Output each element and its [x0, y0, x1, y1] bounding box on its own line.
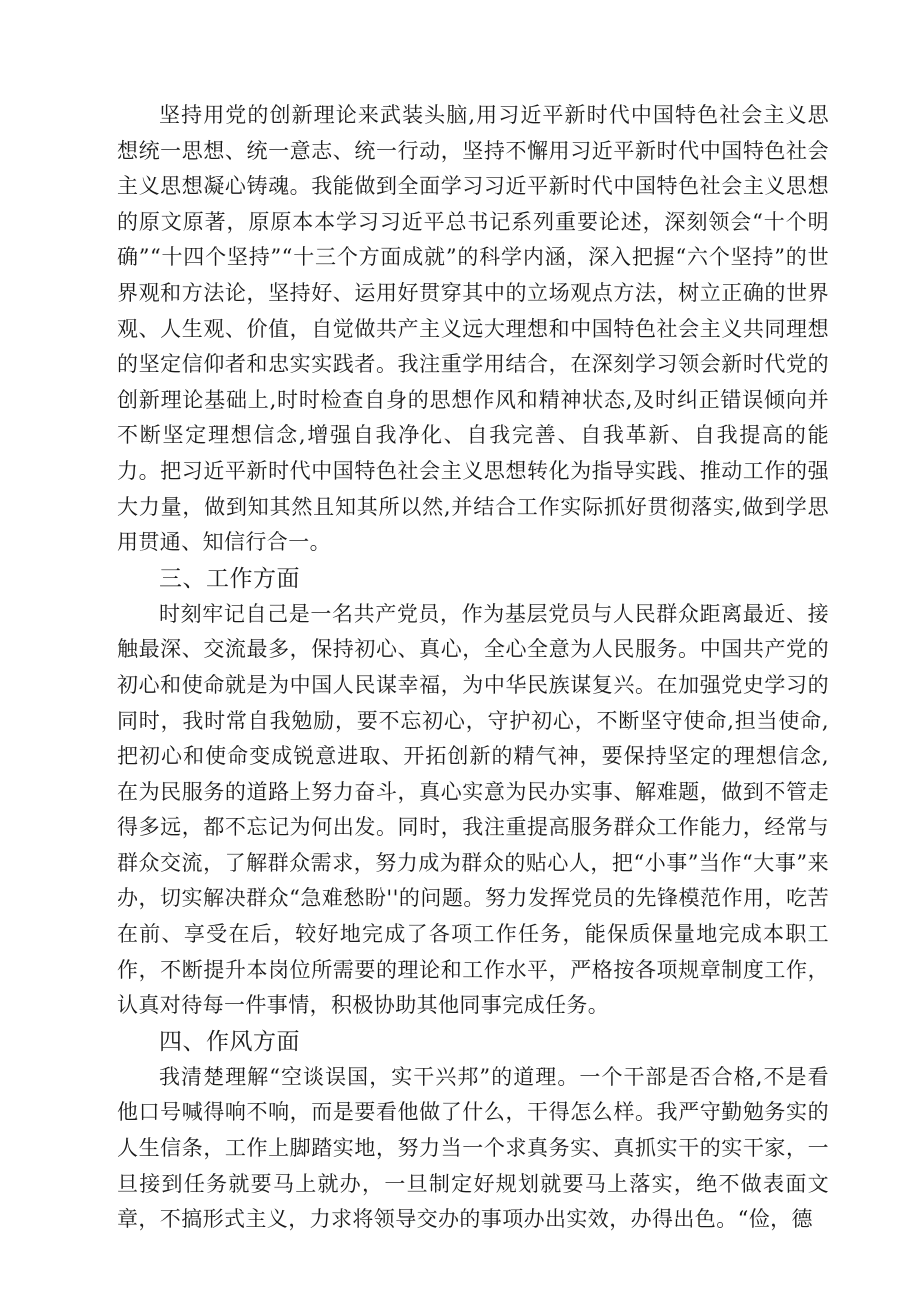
- document-body: [117, 98, 829, 1238]
- paragraph-style: 我清楚理解“空谈误国，实干兴邦”的道理。一个干部是否合格,不是看他口号喊得响不响，而是要看他做了什么，干得怎么样。我严守勤勉务实的人生信条，工作上脚踏实地，努力当一个求真务实、真抓实干的实干家，一旦接到任务就要马上就办，一旦制定好规划就要马上落实，绝不做表面文章，不搞形式主义，力求将领导交办的事项办出实效，办得出色。“俭，德: [117, 1064, 829, 1232]
- paragraph-theory-study: 坚持用党的创新理论来武装头脑,用习近平新时代中国特色社会主义思想统一思想、统一意志、统一行动，坚持不懈用习近平新时代中国特色社会主义思想凝心铸魂。我能做到全面学习习近平新时代中国特色社会主义思想的原文原著，原原本本学习习近平总书记系列重要论述，深刻领会“十个明确”“十四个坚持”“十三个方面成就”的科学内涵，深入把握“六个坚持”的世界观和方法论，坚持好、运用好贯穿其中的立场观点方法，树立正确的世界观、人生观、价值，自觉做共产主义远大理想和中国特色社会主义共同理想的坚定信仰者和忠实实践者。我注重学用结合，在深刻学习领会新时代党的创新理论基础上,时时检查自身的思想作风和精神状态,及时纠正错误倾向并不断坚定理想信念,增强自我净化、自我完善、自我革新、自我提高的能力。把习近平新时代中国特色社会主义思想转化为指导实践、推动工作的强大力量，做到知其然且知其所以然,并结合工作实际抓好贯彻落实,做到学思用贯通、知信行合一。: [117, 103, 829, 555]
- section-heading-style: 四、作风方面: [159, 1028, 300, 1055]
- section-heading-work: 三、工作方面: [159, 565, 300, 592]
- paragraph-work: 时刻牢记自己是一名共产党员，作为基层党员与人民群众距离最近、接触最深、交流最多，保持初心、真心，全心全意为人民服务。中国共产党的初心和使命就是为中国人民谋幸福，为中华民族谋复兴。在加强党史学习的同时，我时常自我勉励，要不忘初心，守护初心，不断坚守使命,担当使命,把初心和使命变成锐意进取、开拓创新的精气神，要保持坚定的理想信念,在为民服务的道路上努力奋斗，真心实意为民办实事、解难题，做到不管走得多远，都不忘记为何出发。同时，我注重提高服务群众工作能力，经常与群众交流，了解群众需求，努力成为群众的贴心人，把“小事”当作“大事”来办，切实解决群众“急难愁盼''的问题。努力发挥党员的先锋模范作用，吃苦在前、享受在后，较好地完成了各项工作任务，能保质保量地完成本职工作，不断提升本岗位所需要的理论和工作水平，严格按各项规章制度工作，认真对待每一件事情，积极协助其他同事完成任务。: [117, 601, 829, 1018]
